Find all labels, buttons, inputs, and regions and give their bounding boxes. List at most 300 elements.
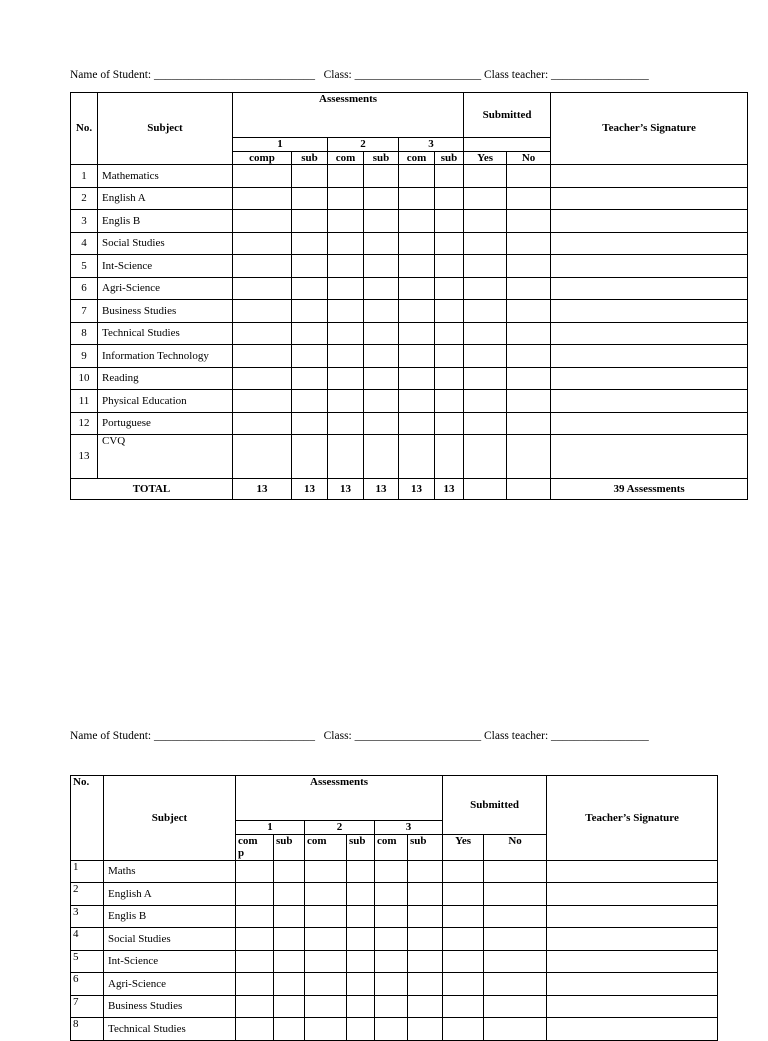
row-number: 2 [71,187,98,210]
assessment-cell[interactable] [435,322,464,345]
assessment-cell[interactable] [274,973,305,996]
assessment-cell[interactable] [328,165,364,188]
assessment-cell[interactable] [328,367,364,390]
subject-name: Technical Studies [104,1018,236,1041]
submitted-no-cell[interactable] [507,210,551,233]
signature-cell[interactable] [547,883,718,906]
assessment-cell[interactable] [328,390,364,413]
row-number: 1 [71,165,98,188]
total-value: 13 [364,479,399,500]
header-no: No. [71,776,104,861]
header-assessments: Assessments [236,776,443,821]
assessment-cell[interactable] [328,232,364,255]
header-assessments: Assessments [233,93,464,138]
assessment-cell[interactable] [233,187,292,210]
assessment-cell[interactable] [399,232,435,255]
table-row [71,322,748,345]
assessment-cell[interactable] [236,995,274,1018]
signature-cell[interactable] [551,187,748,210]
assessment-table-1 [70,92,748,500]
assessment-cell[interactable] [305,1018,347,1041]
assessment-cell[interactable] [364,322,399,345]
assessment-cell[interactable] [364,210,399,233]
assessment-cell[interactable] [347,973,375,996]
submitted-no-cell[interactable] [507,255,551,278]
assessment-cell[interactable] [364,412,399,435]
assessment-cell[interactable] [328,187,364,210]
assessment-cell[interactable] [236,973,274,996]
assessment-cell[interactable] [292,277,328,300]
submitted-no-cell[interactable] [507,165,551,188]
assessment-cell[interactable] [236,928,274,951]
assessment-cell[interactable] [328,322,364,345]
submitted-yes-cell[interactable] [443,973,484,996]
signature-cell[interactable] [551,412,748,435]
row-number: 7 [71,300,98,323]
table-row [71,973,718,996]
row-number: 1 [71,860,104,883]
assessment-cell[interactable] [292,165,328,188]
subject-name: Agri-Science [104,973,236,996]
submitted-yes-cell[interactable] [443,883,484,906]
assessment-cell[interactable] [408,883,443,906]
assessment-cell[interactable] [328,255,364,278]
total-row [71,479,748,500]
row-number: 6 [71,277,98,300]
submitted-yes-cell[interactable] [464,412,507,435]
submitted-no-cell[interactable] [484,1018,547,1041]
assessment-cell[interactable] [375,860,408,883]
signature-cell[interactable] [547,1018,718,1041]
assessment-cell[interactable] [364,187,399,210]
assessment-cell[interactable] [364,255,399,278]
submitted-no-cell[interactable] [484,973,547,996]
table-row [71,1018,718,1041]
submitted-yes-cell[interactable] [443,995,484,1018]
assessment-cell[interactable] [233,412,292,435]
signature-cell[interactable] [547,950,718,973]
subject-name: Social Studies [98,232,233,255]
header-submitted: Submitted [464,93,551,138]
table-row [71,345,748,368]
assessment-cell[interactable] [236,950,274,973]
assessment-cell[interactable] [375,905,408,928]
subheader-yes: Yes [443,834,484,860]
subject-name: Business Studies [98,300,233,323]
submitted-no-cell[interactable] [484,928,547,951]
subheader-yes: Yes [464,151,507,165]
table-row [71,928,718,951]
assessment-cell[interactable] [347,950,375,973]
row-number: 10 [71,367,98,390]
assessment-cell[interactable] [305,928,347,951]
submitted-no-cell[interactable] [484,950,547,973]
assessment-cell[interactable] [292,435,328,479]
assessment-cell[interactable] [347,995,375,1018]
subheader-com: com [375,834,408,860]
signature-cell[interactable] [551,300,748,323]
assessment-cell[interactable] [292,367,328,390]
table-row [71,883,718,906]
group-3-label: 3 [375,821,443,835]
assessment-cell[interactable] [233,300,292,323]
submitted-no-cell[interactable] [507,435,551,479]
row-number: 11 [71,390,98,413]
submitted-no-cell[interactable] [507,187,551,210]
submitted-yes-cell[interactable] [464,210,507,233]
subject-name: English A [98,187,233,210]
header-teacher-signature: Teacher’s Signature [547,776,718,861]
table-row [71,165,748,188]
assessment-cell[interactable] [347,928,375,951]
assessment-cell[interactable] [399,277,435,300]
table-row [71,255,748,278]
assessment-cell[interactable] [274,883,305,906]
assessment-cell[interactable] [375,928,408,951]
assessment-cell[interactable] [399,187,435,210]
row-number: 5 [71,255,98,278]
table-row [71,277,748,300]
submitted-no-cell[interactable] [507,390,551,413]
subheader-sub: sub [435,151,464,165]
subheader-comp: com p [236,834,274,860]
submitted-yes-cell[interactable] [464,345,507,368]
assessment-cell[interactable] [435,232,464,255]
assessment-cell[interactable] [274,995,305,1018]
assessment-table-2 [70,775,718,1041]
total-value: 13 [399,479,435,500]
signature-cell[interactable] [551,277,748,300]
assessment-cell[interactable] [233,367,292,390]
assessment-cell[interactable] [408,950,443,973]
submitted-yes-cell[interactable] [464,367,507,390]
signature-cell[interactable] [547,860,718,883]
assessment-cell[interactable] [236,883,274,906]
signature-cell[interactable] [551,435,748,479]
submitted-yes-cell[interactable] [464,300,507,323]
table-row [71,187,748,210]
assessment-cell[interactable] [408,860,443,883]
submitted-no-cell[interactable] [507,367,551,390]
header-teacher-signature: Teacher’s Signature [551,93,748,165]
subject-name: Information Technology [98,345,233,368]
subheader-comp: comp [233,151,292,165]
assessment-cell[interactable] [292,300,328,323]
subheader-sub: sub [408,834,443,860]
submitted-yes-cell[interactable] [464,277,507,300]
assessment-cell[interactable] [399,322,435,345]
submitted-yes-cell[interactable] [464,232,507,255]
assessment-cell[interactable] [399,165,435,188]
signature-cell[interactable] [551,255,748,278]
table-row [71,435,748,479]
subject-name: Englis B [98,210,233,233]
total-label: TOTAL [71,479,233,500]
subheader-com: com [305,834,347,860]
signature-cell[interactable] [551,345,748,368]
assessment-cell[interactable] [375,1018,408,1041]
assessment-cell[interactable] [364,300,399,323]
assessment-cell[interactable] [305,860,347,883]
subheader-sub: sub [292,151,328,165]
assessment-cell[interactable] [364,277,399,300]
row-number: 6 [71,973,104,996]
assessment-cell[interactable] [364,390,399,413]
assessment-cell[interactable] [347,860,375,883]
assessment-cell[interactable] [233,322,292,345]
submitted-no-cell[interactable] [507,277,551,300]
table-row [71,232,748,255]
subject-name: English A [104,883,236,906]
assessment-cell[interactable] [408,973,443,996]
row-number: 4 [71,232,98,255]
assessment-cell[interactable] [292,322,328,345]
assessment-cell[interactable] [292,187,328,210]
assessment-cell[interactable] [328,210,364,233]
assessment-cell[interactable] [364,232,399,255]
signature-cell[interactable] [551,165,748,188]
assessment-cell[interactable] [435,345,464,368]
assessment-cell[interactable] [435,412,464,435]
assessment-cell[interactable] [292,390,328,413]
assessment-cell[interactable] [274,928,305,951]
table-row [71,412,748,435]
assessment-cell[interactable] [328,300,364,323]
row-number: 12 [71,412,98,435]
assessment-cell[interactable] [408,905,443,928]
submitted-yes-cell[interactable] [464,435,507,479]
assessment-cell[interactable] [364,435,399,479]
table-row [71,210,748,233]
assessment-cell[interactable] [233,277,292,300]
assessment-cell[interactable] [233,165,292,188]
row-number: 4 [71,928,104,951]
assessment-cell[interactable] [435,390,464,413]
row-number: 8 [71,322,98,345]
subheader-com: com [328,151,364,165]
subject-name: CVQ [98,435,233,479]
assessment-cell[interactable] [233,435,292,479]
subheader-com: com [399,151,435,165]
assessment-cell[interactable] [435,165,464,188]
signature-cell[interactable] [547,973,718,996]
assessment-cell[interactable] [408,928,443,951]
assessment-cell[interactable] [347,883,375,906]
assessment-cell[interactable] [435,255,464,278]
submitted-no-cell[interactable] [507,345,551,368]
group-2-label: 2 [328,138,399,152]
subject-name: Int-Science [104,950,236,973]
assessment-cell[interactable] [292,210,328,233]
total-value: 13 [292,479,328,500]
subject-name: Mathematics [98,165,233,188]
assessment-cell[interactable] [435,300,464,323]
assessment-cell[interactable] [292,255,328,278]
table-row [71,300,748,323]
student-info-line-2: Name of Student: ____________________________ Class: ______________________ Class teacher: _________________ [70,730,649,742]
subject-name: Reading [98,367,233,390]
assessment-cell[interactable] [305,950,347,973]
submitted-yes-cell[interactable] [464,322,507,345]
subject-name: Maths [104,860,236,883]
subject-name: Agri-Science [98,277,233,300]
assessment-cell[interactable] [375,995,408,1018]
total-value: 13 [328,479,364,500]
submitted-no-cell[interactable] [484,905,547,928]
signature-cell[interactable] [551,322,748,345]
assessment-cell[interactable] [375,973,408,996]
student-info-line-1: Name of Student: ____________________________ Class: ______________________ Class teacher: _________________ [70,69,649,81]
subheader-sub: sub [274,834,305,860]
group-1-label: 1 [236,821,305,835]
assessment-cell[interactable] [375,883,408,906]
submitted-yes-cell[interactable] [443,860,484,883]
row-number: 3 [71,905,104,928]
header-submitted: Submitted [443,776,547,835]
submitted-no-cell[interactable] [484,883,547,906]
total-no-cell [507,479,551,500]
assessment-cell[interactable] [399,255,435,278]
submitted-yes-cell[interactable] [443,1018,484,1041]
submitted-yes-cell[interactable] [464,390,507,413]
assessment-cell[interactable] [435,187,464,210]
row-number: 5 [71,950,104,973]
subject-name: Int-Science [98,255,233,278]
assessment-cell[interactable] [236,1018,274,1041]
assessment-cell[interactable] [274,950,305,973]
assessment-cell[interactable] [435,367,464,390]
group-3-label: 3 [399,138,464,152]
assessment-cell[interactable] [328,277,364,300]
row-number: 8 [71,1018,104,1041]
table-row [71,860,718,883]
table-row [71,950,718,973]
submitted-no-cell[interactable] [507,300,551,323]
assessment-cell[interactable] [399,345,435,368]
header-subject: Subject [98,93,233,165]
assessment-cell[interactable] [305,995,347,1018]
assessment-cell[interactable] [375,950,408,973]
assessment-cell[interactable] [364,367,399,390]
assessment-cell[interactable] [347,1018,375,1041]
assessment-cell[interactable] [435,210,464,233]
subject-name: Technical Studies [98,322,233,345]
row-number: 3 [71,210,98,233]
submitted-yes-cell[interactable] [443,928,484,951]
submitted-yes-cell[interactable] [464,187,507,210]
assessment-cell[interactable] [292,412,328,435]
assessment-cell[interactable] [399,300,435,323]
subheader-no: No [484,834,547,860]
total-value: 13 [435,479,464,500]
assessment-cell[interactable] [399,412,435,435]
group-1-label: 1 [233,138,328,152]
assessment-cell[interactable] [233,210,292,233]
assessment-cell[interactable] [435,435,464,479]
table-row [71,367,748,390]
assessment-cell[interactable] [328,345,364,368]
assessment-cell[interactable] [233,345,292,368]
row-number: 2 [71,883,104,906]
assessment-cell[interactable] [305,973,347,996]
assessment-cell[interactable] [236,905,274,928]
submitted-no-cell[interactable] [507,322,551,345]
submitted-spacer [464,138,551,152]
subheader-no: No [507,151,551,165]
subject-name: Englis B [104,905,236,928]
total-assessments: 39 Assessments [551,479,748,500]
assessment-cell[interactable] [347,905,375,928]
subheader-sub: sub [364,151,399,165]
row-number: 9 [71,345,98,368]
assessment-cell[interactable] [435,277,464,300]
subject-name: Portuguese [98,412,233,435]
signature-cell[interactable] [551,367,748,390]
assessment-cell[interactable] [274,905,305,928]
assessment-cell[interactable] [236,860,274,883]
header-no: No. [71,93,98,165]
signature-cell[interactable] [551,232,748,255]
assessment-cell[interactable] [399,210,435,233]
header-subject: Subject [104,776,236,861]
signature-cell[interactable] [547,928,718,951]
assessment-cell[interactable] [274,860,305,883]
signature-cell[interactable] [551,210,748,233]
row-number: 7 [71,995,104,1018]
group-2-label: 2 [305,821,375,835]
subject-name: Business Studies [104,995,236,1018]
submitted-yes-cell[interactable] [464,255,507,278]
assessment-cell[interactable] [364,165,399,188]
assessment-cell[interactable] [305,883,347,906]
table-row [71,905,718,928]
assessment-cell[interactable] [364,345,399,368]
total-value: 13 [233,479,292,500]
assessment-cell[interactable] [292,232,328,255]
submitted-no-cell[interactable] [507,412,551,435]
submitted-yes-cell[interactable] [443,950,484,973]
subheader-sub: sub [347,834,375,860]
table-row [71,995,718,1018]
submitted-no-cell[interactable] [484,860,547,883]
submitted-yes-cell[interactable] [464,165,507,188]
assessment-cell[interactable] [233,232,292,255]
submitted-no-cell[interactable] [507,232,551,255]
assessment-cell[interactable] [292,345,328,368]
row-number: 13 [71,435,98,479]
assessment-cell[interactable] [328,412,364,435]
assessment-cell[interactable] [408,995,443,1018]
total-yes-cell [464,479,507,500]
subject-name: Physical Education [98,390,233,413]
signature-cell[interactable] [547,995,718,1018]
assessment-cell[interactable] [408,1018,443,1041]
submitted-yes-cell[interactable] [443,905,484,928]
assessment-cell[interactable] [328,435,364,479]
assessment-cell[interactable] [399,435,435,479]
subject-name: Social Studies [104,928,236,951]
assessment-cell[interactable] [305,905,347,928]
assessment-cell[interactable] [274,1018,305,1041]
signature-cell[interactable] [547,905,718,928]
assessment-cell[interactable] [399,367,435,390]
assessment-cell[interactable] [233,255,292,278]
signature-cell[interactable] [551,390,748,413]
table-row [71,390,748,413]
assessment-cell[interactable] [399,390,435,413]
assessment-cell[interactable] [233,390,292,413]
submitted-no-cell[interactable] [484,995,547,1018]
